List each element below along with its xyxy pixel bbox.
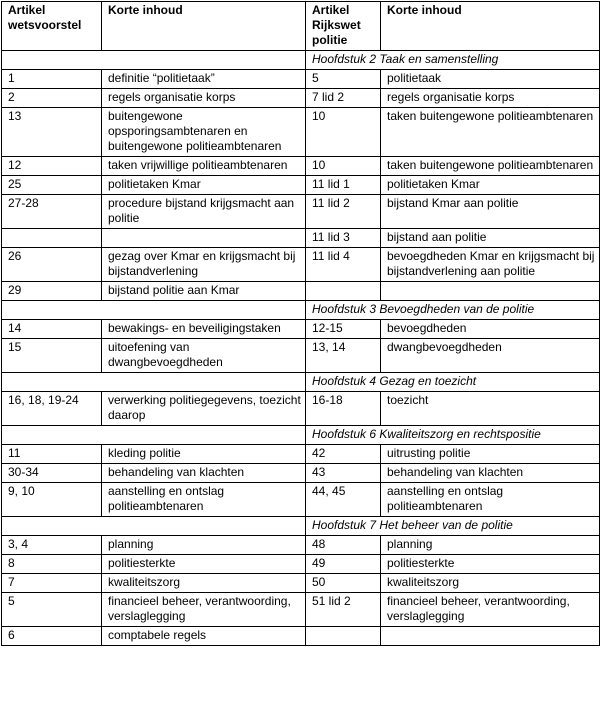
table-row — [2, 627, 600, 646]
cell-korte-inhoud-right: taken buitengewone politieambtenaren — [381, 108, 600, 157]
table-row — [2, 195, 600, 229]
cell-korte-inhoud-right: kwaliteitszorg — [381, 574, 600, 593]
cell-korte-inhoud-left: financieel beheer, verantwoording, verslaglegging — [102, 593, 306, 627]
cell-korte-inhoud-left: planning — [102, 536, 306, 555]
cell-artikel-wetsvoorstel: 25 — [2, 176, 102, 195]
cell-korte-inhoud-right: politiesterkte — [381, 555, 600, 574]
cell-artikel-wetsvoorstel: 6 — [2, 627, 102, 646]
cell-korte-inhoud-right: bevoegdheden — [381, 320, 600, 339]
table-row — [2, 248, 600, 282]
cell-artikel-rijkswet: 7 lid 2 — [306, 89, 381, 108]
cell-artikel-rijkswet: 11 lid 2 — [306, 195, 381, 229]
section-spacer-cell — [2, 373, 306, 392]
table-row — [2, 339, 600, 373]
cell-korte-inhoud-right: politietaken Kmar — [381, 176, 600, 195]
section-heading: Hoofdstuk 2 Taak en samenstelling — [306, 51, 600, 70]
table-row — [2, 320, 600, 339]
table-row — [2, 593, 600, 627]
cell-artikel-rijkswet: 51 lid 2 — [306, 593, 381, 627]
cell-artikel-wetsvoorstel: 11 — [2, 445, 102, 464]
cell-korte-inhoud-left: aanstelling en ontslag politieambtenaren — [102, 483, 306, 517]
cell-artikel-rijkswet: 10 — [306, 157, 381, 176]
cell-korte-inhoud-right: bijstand Kmar aan politie — [381, 195, 600, 229]
cell-korte-inhoud-left: politietaken Kmar — [102, 176, 306, 195]
cell-korte-inhoud-left: gezag over Kmar en krijgsmacht bij bijstandverlening — [102, 248, 306, 282]
cell-korte-inhoud-left — [102, 229, 306, 248]
table-row — [2, 108, 600, 157]
cell-artikel-rijkswet: 13, 14 — [306, 339, 381, 373]
section-heading: Hoofdstuk 4 Gezag en toezicht — [306, 373, 600, 392]
cell-artikel-wetsvoorstel: 27-28 — [2, 195, 102, 229]
comparison-table — [1, 1, 600, 646]
cell-korte-inhoud-right: bevoegdheden Kmar en krijgsmacht bij bijstandverlening aan politie — [381, 248, 600, 282]
table-row — [2, 536, 600, 555]
cell-artikel-wetsvoorstel: 16, 18, 19-24 — [2, 392, 102, 426]
cell-korte-inhoud-left: kleding politie — [102, 445, 306, 464]
cell-artikel-wetsvoorstel: 1 — [2, 70, 102, 89]
table-row — [2, 464, 600, 483]
cell-artikel-rijkswet — [306, 282, 381, 301]
table-row — [2, 483, 600, 517]
header-korte-inhoud-right: Korte inhoud — [381, 2, 600, 51]
cell-artikel-wetsvoorstel: 30-34 — [2, 464, 102, 483]
cell-artikel-rijkswet — [306, 627, 381, 646]
cell-korte-inhoud-right: regels organisatie korps — [381, 89, 600, 108]
cell-korte-inhoud-left: regels organisatie korps — [102, 89, 306, 108]
cell-korte-inhoud-left: bewakings- en beveiligingstaken — [102, 320, 306, 339]
header-korte-inhoud-left: Korte inhoud — [102, 2, 306, 51]
cell-korte-inhoud-left: taken vrijwillige politieambtenaren — [102, 157, 306, 176]
cell-korte-inhoud-right — [381, 282, 600, 301]
table-row — [2, 574, 600, 593]
table-row — [2, 392, 600, 426]
table-row — [2, 157, 600, 176]
cell-artikel-rijkswet: 43 — [306, 464, 381, 483]
cell-artikel-rijkswet: 48 — [306, 536, 381, 555]
section-spacer-cell — [2, 426, 306, 445]
cell-artikel-rijkswet: 16-18 — [306, 392, 381, 426]
cell-artikel-rijkswet: 11 lid 1 — [306, 176, 381, 195]
table-body — [2, 51, 600, 646]
cell-korte-inhoud-right: politietaak — [381, 70, 600, 89]
cell-artikel-wetsvoorstel: 26 — [2, 248, 102, 282]
cell-korte-inhoud-right: dwangbevoegdheden — [381, 339, 600, 373]
cell-korte-inhoud-right: planning — [381, 536, 600, 555]
cell-korte-inhoud-right: financieel beheer, verantwoording, verslaglegging — [381, 593, 600, 627]
cell-artikel-wetsvoorstel: 3, 4 — [2, 536, 102, 555]
cell-korte-inhoud-left: uitoefening van dwangbevoegdheden — [102, 339, 306, 373]
cell-artikel-rijkswet: 5 — [306, 70, 381, 89]
cell-artikel-rijkswet: 42 — [306, 445, 381, 464]
cell-artikel-wetsvoorstel: 5 — [2, 593, 102, 627]
cell-korte-inhoud-right: toezicht — [381, 392, 600, 426]
cell-korte-inhoud-right: uitrusting politie — [381, 445, 600, 464]
cell-korte-inhoud-right: behandeling van klachten — [381, 464, 600, 483]
cell-artikel-rijkswet: 10 — [306, 108, 381, 157]
cell-korte-inhoud-right: bijstand aan politie — [381, 229, 600, 248]
section-row — [2, 373, 600, 392]
table-row — [2, 89, 600, 108]
section-row — [2, 426, 600, 445]
section-heading: Hoofdstuk 6 Kwaliteitszorg en rechtspositie — [306, 426, 600, 445]
table-row — [2, 282, 600, 301]
cell-korte-inhoud-left: buitengewone opsporingsambtenaren en buitengewone politieambtenaren — [102, 108, 306, 157]
section-spacer-cell — [2, 301, 306, 320]
section-row — [2, 517, 600, 536]
section-row — [2, 301, 600, 320]
header-artikel-rijkswet: Artikel Rijkswet politie — [306, 2, 381, 51]
cell-artikel-rijkswet: 11 lid 3 — [306, 229, 381, 248]
cell-artikel-wetsvoorstel: 15 — [2, 339, 102, 373]
cell-korte-inhoud-left: definitie “politietaak” — [102, 70, 306, 89]
cell-korte-inhoud-left: procedure bijstand krijgsmacht aan politie — [102, 195, 306, 229]
cell-artikel-wetsvoorstel: 13 — [2, 108, 102, 157]
cell-artikel-wetsvoorstel — [2, 229, 102, 248]
cell-artikel-rijkswet: 11 lid 4 — [306, 248, 381, 282]
table-row — [2, 445, 600, 464]
cell-korte-inhoud-right: aanstelling en ontslag politieambtenaren — [381, 483, 600, 517]
cell-artikel-wetsvoorstel: 7 — [2, 574, 102, 593]
cell-artikel-wetsvoorstel: 8 — [2, 555, 102, 574]
section-heading: Hoofdstuk 7 Het beheer van de politie — [306, 517, 600, 536]
cell-artikel-rijkswet: 12-15 — [306, 320, 381, 339]
cell-korte-inhoud-left: bijstand politie aan Kmar — [102, 282, 306, 301]
cell-artikel-wetsvoorstel: 12 — [2, 157, 102, 176]
section-heading: Hoofdstuk 3 Bevoegdheden van de politie — [306, 301, 600, 320]
table-row — [2, 70, 600, 89]
cell-artikel-rijkswet: 44, 45 — [306, 483, 381, 517]
cell-artikel-rijkswet: 50 — [306, 574, 381, 593]
table-row — [2, 176, 600, 195]
cell-artikel-wetsvoorstel: 29 — [2, 282, 102, 301]
cell-artikel-wetsvoorstel: 14 — [2, 320, 102, 339]
cell-korte-inhoud-right: taken buitengewone politieambtenaren — [381, 157, 600, 176]
cell-korte-inhoud-left: politiesterkte — [102, 555, 306, 574]
cell-artikel-wetsvoorstel: 9, 10 — [2, 483, 102, 517]
section-row — [2, 51, 600, 70]
table-row — [2, 555, 600, 574]
section-spacer-cell — [2, 51, 306, 70]
cell-korte-inhoud-left: kwaliteitszorg — [102, 574, 306, 593]
section-spacer-cell — [2, 517, 306, 536]
header-artikel-wetsvoorstel: Artikel wetsvoorstel — [2, 2, 102, 51]
cell-korte-inhoud-left: verwerking politiegegevens, toezicht daarop — [102, 392, 306, 426]
cell-korte-inhoud-left: behandeling van klachten — [102, 464, 306, 483]
cell-korte-inhoud-left: comptabele regels — [102, 627, 306, 646]
table-row — [2, 229, 600, 248]
cell-artikel-wetsvoorstel: 2 — [2, 89, 102, 108]
header-row — [2, 2, 600, 51]
cell-korte-inhoud-right — [381, 627, 600, 646]
cell-artikel-rijkswet: 49 — [306, 555, 381, 574]
